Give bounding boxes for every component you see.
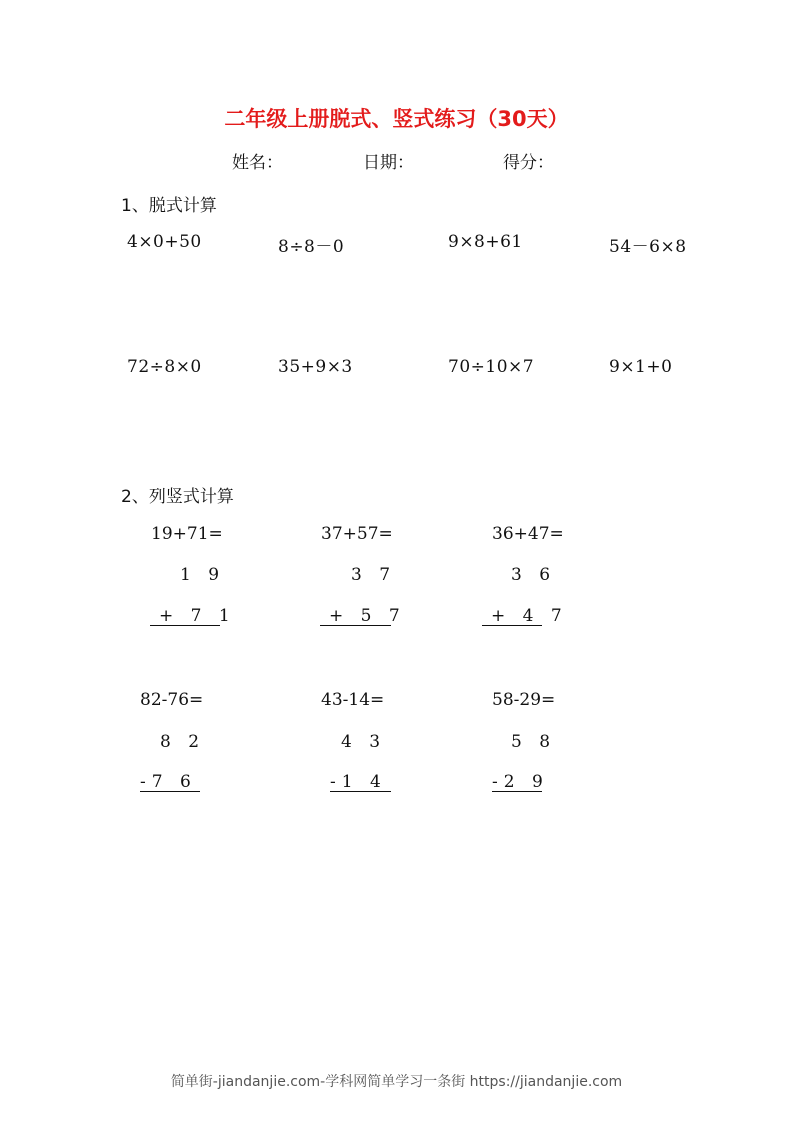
vertical-equation-6: 58-29= bbox=[492, 690, 556, 710]
expression-2: 8÷8－0 bbox=[278, 237, 345, 257]
vertical-bottom-4: -7 6 bbox=[140, 773, 200, 792]
expression-4: 54－6×8 bbox=[609, 237, 687, 257]
vertical-bottom-2: + 5 7 bbox=[320, 607, 391, 626]
expression-6: 35+9×3 bbox=[278, 357, 353, 377]
vertical-bottom-5: -1 4 bbox=[330, 773, 391, 792]
page-title: 二年级上册脱式、竖式练习（30天） bbox=[224, 107, 569, 131]
score-label: 得分： bbox=[503, 153, 554, 173]
vertical-equation-2: 37+57= bbox=[321, 524, 393, 544]
section-1-heading: 1、脱式计算 bbox=[121, 196, 217, 216]
footer-watermark: 简单街-jiandanjie.com-学科网简单学习一条街 https://jiandanjie.com bbox=[170, 1074, 623, 1090]
date-label: 日期： bbox=[363, 153, 414, 173]
vertical-equation-5: 43-14= bbox=[321, 690, 385, 710]
vertical-equation-4: 82-76= bbox=[140, 690, 204, 710]
expression-1: 4×0+50 bbox=[127, 232, 202, 252]
expression-7: 70÷10×7 bbox=[448, 357, 535, 377]
vertical-top-1: 1 9 bbox=[180, 565, 226, 585]
vertical-equation-3: 36+47= bbox=[492, 524, 564, 544]
expression-5: 72÷8×0 bbox=[127, 357, 202, 377]
vertical-equation-1: 19+71= bbox=[151, 524, 223, 544]
vertical-bottom-3: + 4 7 bbox=[482, 607, 542, 626]
expression-8: 9×1+0 bbox=[609, 357, 673, 377]
section-2-heading: 2、列竖式计算 bbox=[121, 487, 234, 507]
name-label: 姓名： bbox=[232, 153, 283, 173]
vertical-top-5: 4 3 bbox=[341, 732, 387, 752]
vertical-bottom-1: + 7 1 bbox=[150, 607, 220, 626]
vertical-top-4: 8 2 bbox=[160, 732, 206, 752]
vertical-bottom-6: -2 9 bbox=[492, 772, 549, 792]
expression-3: 9×8+61 bbox=[448, 232, 523, 252]
vertical-top-3: 3 6 bbox=[511, 565, 557, 585]
vertical-top-2: 3 7 bbox=[351, 565, 397, 585]
vertical-top-6: 5 8 bbox=[511, 732, 557, 752]
